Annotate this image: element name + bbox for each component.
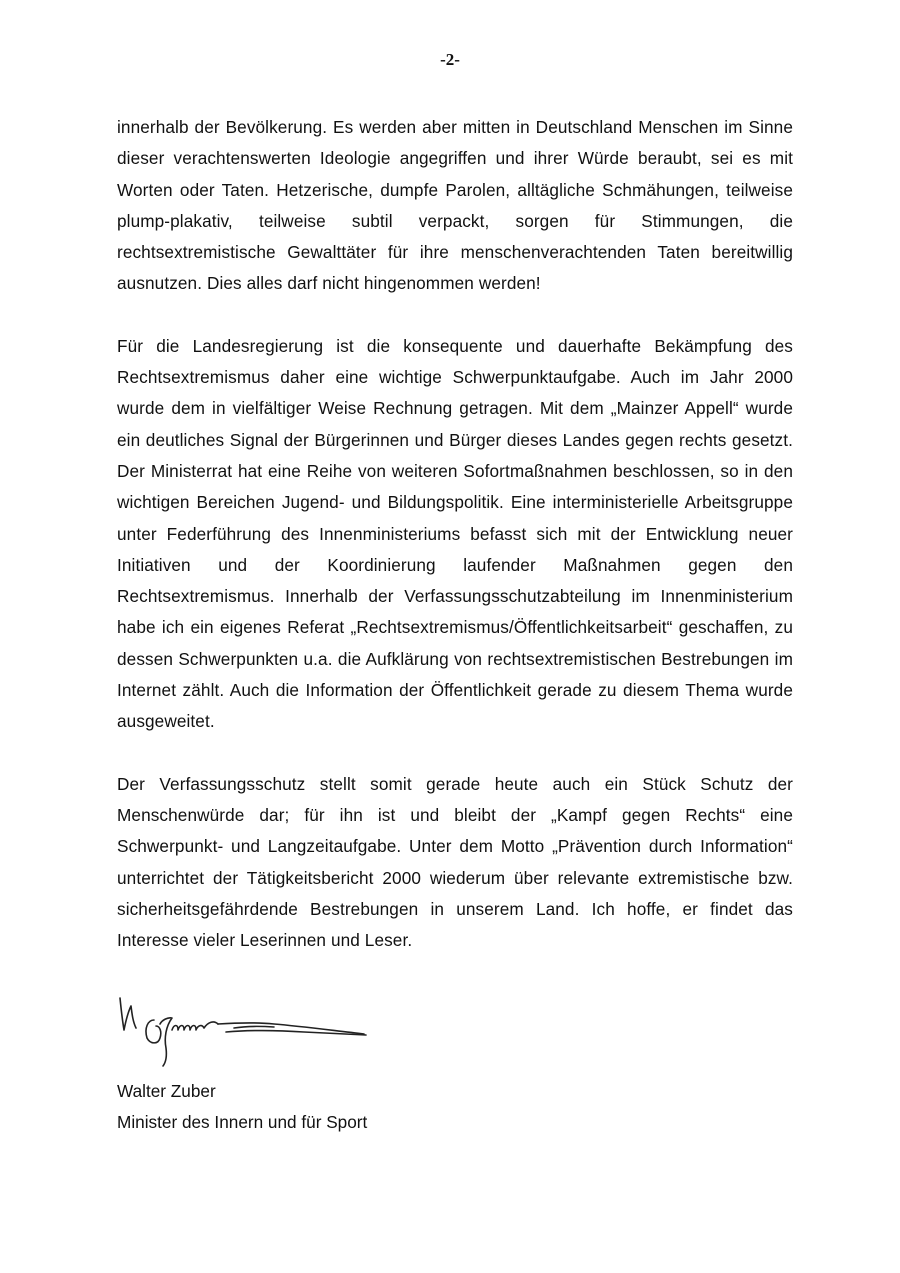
handwritten-signature	[114, 990, 376, 1070]
letter-body	[117, 112, 793, 956]
paragraph-1: innerhalb der Bevölkerung. Es werden aber mitten in Deutschland Menschen im Sinne dieser verachtenswerten Ideologie angegriffen und ihrer Würde beraubt, sei es mit Worten oder Taten. Hetzerische, dumpfe Parolen, alltägliche Schmähungen, teilweise plump-plakativ, teilweise subtil verpackt, sorgen für Stimmungen, die rechtsextremistische Gewalttäter für ihre menschenverachtenden Taten bereitwillig ausnutzen. Dies alles darf nicht hingenommen werden!	[117, 117, 793, 294]
paragraph-3: Der Verfassungsschutz stellt somit gerade heute auch ein Stück Schutz der Menschenwürde dar; für ihn ist und bleibt der „Kampf gegen Rechts“ eine Schwerpunkt- und Langzeitaufgabe. Unter dem Motto „Prävention durch Information“ unterrichtet der Tätigkeitsbericht 2000 wiederum über relevante extremistische bzw. sicherheitsgefährdende Bestrebungen in unserem Land. Ich hoffe, er findet das Interesse vieler Leserinnen und Leser.	[117, 773, 793, 951]
signoff-block	[117, 1076, 367, 1138]
signer-title: Minister des Innern und für Sport	[117, 1112, 368, 1132]
page-number: -2-	[440, 50, 460, 69]
paragraph-2: Für die Landesregierung ist die konsequente und dauerhafte Bekämpfung des Rechtsextremismus daher eine wichtige Schwerpunktaufgabe. Auch im Jahr 2000 wurde dem in vielfältiger Weise Rechnung getragen. Mit dem „Mainzer Appell“ wurde ein deutliches Signal der Bürgerinnen und Bürger dieses Landes gegen rechts gesetzt. Der Ministerrat hat eine Reihe von weiteren Sofortmaßnahmen beschlossen, so in den wichtigen Bereichen Jugend- und Bildungspolitik. Eine interministerielle Arbeitsgruppe unter Federführung des Innenministeriums befasst sich mit der Entwicklung neuer Initiativen und der Koordinierung laufender Maßnahmen gegen den Rechtsextremismus. Innerhalb der Verfassungsschutzabteilung im Innenministerium habe ich ein eigenes Referat „Rechtsextremismus/Öffentlichkeitsarbeit“ geschaffen, zu dessen Schwerpunkten u.a. die Aufklärung von rechtsextremistischen Bestrebungen im Internet zählt. Auch die Information der Öffentlichkeit gerade zu diesem Thema wurde ausgeweitet.	[117, 335, 793, 732]
signer-name: Walter Zuber	[117, 1081, 216, 1101]
